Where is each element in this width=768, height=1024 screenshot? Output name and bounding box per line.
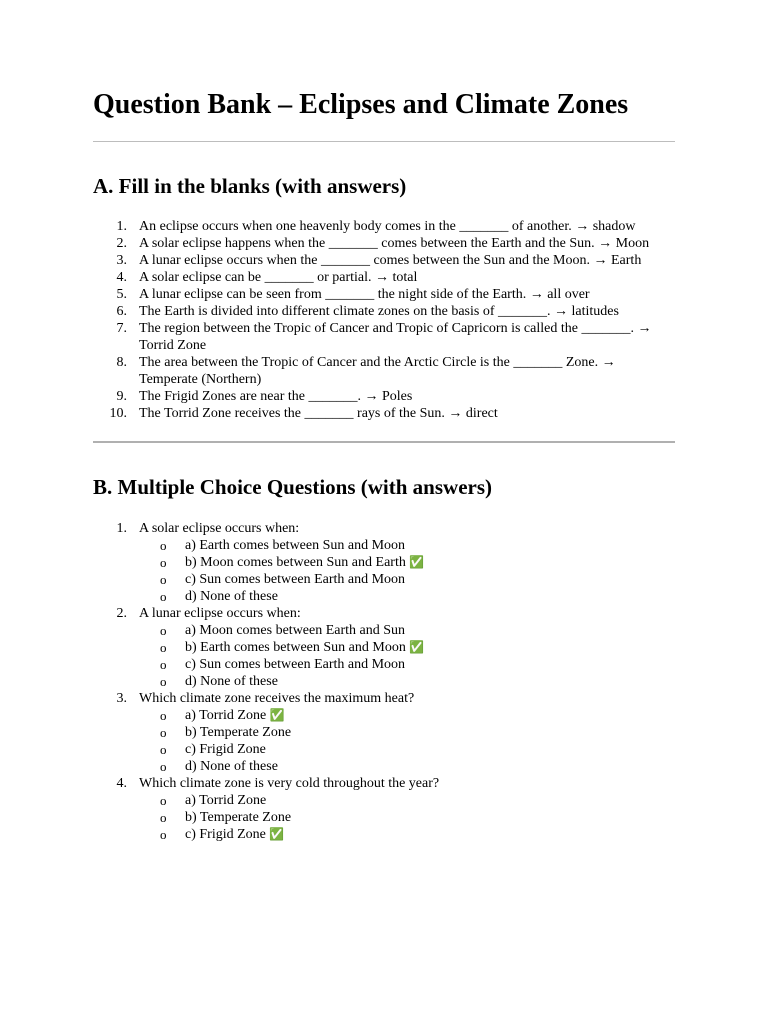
fill-item <box>93 286 675 303</box>
item-number: 2. <box>116 236 127 251</box>
mcq-option <box>139 588 675 605</box>
mcq-option <box>139 639 675 656</box>
mcq-option <box>139 673 675 690</box>
item-number: 9. <box>116 389 127 404</box>
option-list <box>139 707 675 775</box>
fill-item <box>93 405 675 422</box>
bullet-icon: o <box>160 572 167 587</box>
option-text: a) Torrid Zone <box>185 708 267 723</box>
option-text: a) Torrid Zone <box>185 793 267 808</box>
option-text: d) None of these <box>185 589 278 604</box>
fill-item <box>93 252 675 269</box>
question-text: A lunar eclipse occurs when: <box>139 606 301 621</box>
check-mark-icon: ✅ <box>409 640 425 654</box>
check-mark-icon: ✅ <box>269 827 285 841</box>
question-text: Which climate zone receives the maximum heat? <box>139 691 415 706</box>
mcq-option <box>139 554 675 571</box>
item-number: 4. <box>116 270 127 285</box>
mcq-option <box>139 571 675 588</box>
option-text: a) Earth comes between Sun and Moon <box>185 538 406 553</box>
option-text: b) Temperate Zone <box>185 725 292 740</box>
mcq-option <box>139 724 675 741</box>
question-number: 3. <box>116 691 127 706</box>
option-list <box>139 792 675 843</box>
mcq-option <box>139 537 675 554</box>
mcq-list <box>93 520 675 843</box>
question-number: 4. <box>116 776 127 791</box>
option-text: a) Moon comes between Earth and Sun <box>185 623 406 638</box>
bullet-icon: o <box>160 708 167 723</box>
item-text: The Earth is divided into different climate zones on the basis of _______. → latitudes <box>139 304 619 319</box>
bullet-icon: o <box>160 640 167 655</box>
item-number: 7. <box>116 321 127 336</box>
option-text: b) Temperate Zone <box>185 810 292 825</box>
bullet-icon: o <box>160 674 167 689</box>
item-text: The region between the Tropic of Cancer and Tropic of Capricorn is called the _______. → Torrid Zone <box>139 321 652 353</box>
mcq-question <box>93 520 675 605</box>
fill-item <box>93 235 675 252</box>
section-b-heading: B. Multiple Choice Questions (with answers) <box>93 475 492 499</box>
mcq-option <box>139 809 675 826</box>
check-mark-icon: ✅ <box>269 708 285 722</box>
question-number: 2. <box>116 606 127 621</box>
fill-item <box>93 354 675 388</box>
item-text: A solar eclipse happens when the _______ comes between the Earth and the Sun. → Moon <box>139 236 650 251</box>
bullet-icon: o <box>160 657 167 672</box>
title-divider <box>93 141 675 142</box>
mcq-option <box>139 622 675 639</box>
option-text: c) Sun comes between Earth and Moon <box>185 572 406 587</box>
bullet-icon: o <box>160 810 167 825</box>
question-number: 1. <box>116 521 127 536</box>
option-list <box>139 537 675 605</box>
mcq-option <box>139 707 675 724</box>
bullet-icon: o <box>160 759 167 774</box>
check-mark-icon: ✅ <box>409 555 425 569</box>
bullet-icon: o <box>160 742 167 757</box>
fill-item <box>93 218 675 235</box>
mcq-option <box>139 758 675 775</box>
option-text: c) Frigid Zone <box>185 827 266 842</box>
fill-in-blanks-list <box>93 218 675 422</box>
option-text: c) Sun comes between Earth and Moon <box>185 657 406 672</box>
question-text: Which climate zone is very cold throughout the year? <box>139 776 440 791</box>
item-number: 3. <box>116 253 127 268</box>
fill-item <box>93 388 675 405</box>
bullet-icon: o <box>160 827 167 842</box>
option-list <box>139 622 675 690</box>
option-text: d) None of these <box>185 674 278 689</box>
item-text: The Torrid Zone receives the _______ rays of the Sun. → direct <box>139 406 498 421</box>
bullet-icon: o <box>160 623 167 638</box>
item-number: 1. <box>116 219 127 234</box>
item-text: A solar eclipse can be _______ or partial. → total <box>139 270 418 285</box>
option-text: c) Frigid Zone <box>185 742 266 757</box>
bullet-icon: o <box>160 555 167 570</box>
section-a-heading: A. Fill in the blanks (with answers) <box>93 174 407 198</box>
bullet-icon: o <box>160 793 167 808</box>
bullet-icon: o <box>160 725 167 740</box>
item-number: 10. <box>109 406 127 421</box>
bullet-icon: o <box>160 589 167 604</box>
option-text: b) Moon comes between Sun and Earth <box>185 555 406 570</box>
mcq-question <box>93 605 675 690</box>
item-text: An eclipse occurs when one heavenly body comes in the _______ of another. → shadow <box>139 219 636 234</box>
item-number: 5. <box>116 287 127 302</box>
page-title: Question Bank – Eclipses and Climate Zones <box>93 89 629 120</box>
item-text: The Frigid Zones are near the _______. → Poles <box>139 389 413 404</box>
mcq-option <box>139 656 675 673</box>
section-divider <box>93 441 675 443</box>
mcq-option <box>139 741 675 758</box>
option-text: d) None of these <box>185 759 278 774</box>
item-text: A lunar eclipse can be seen from _______ the night side of the Earth. → all over <box>139 287 590 302</box>
fill-item <box>93 303 675 320</box>
mcq-option <box>139 792 675 809</box>
question-text: A solar eclipse occurs when: <box>139 521 300 536</box>
fill-item <box>93 269 675 286</box>
option-text: b) Earth comes between Sun and Moon <box>185 640 406 655</box>
item-number: 8. <box>116 355 127 370</box>
item-text: The area between the Tropic of Cancer and the Arctic Circle is the _______ Zone. → Temperate (Northern) <box>139 355 616 387</box>
fill-item <box>93 320 675 354</box>
item-number: 6. <box>116 304 127 319</box>
mcq-option <box>139 826 675 843</box>
mcq-question <box>93 775 675 843</box>
bullet-icon: o <box>160 538 167 553</box>
mcq-question <box>93 690 675 775</box>
item-text: A lunar eclipse occurs when the _______ comes between the Sun and the Moon. → Earth <box>139 253 642 268</box>
